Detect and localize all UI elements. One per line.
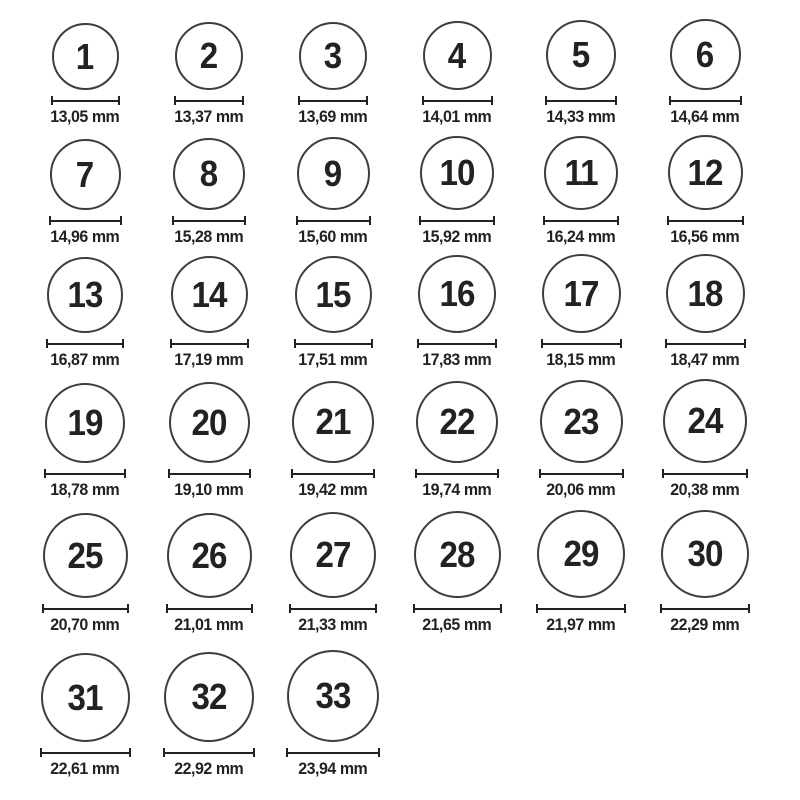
ring-size-circle-13 xyxy=(47,257,123,333)
ring-size-circle-8 xyxy=(173,138,245,210)
diameter-mm-label: 19,42 mm xyxy=(298,480,368,499)
ring-size-cell-32 xyxy=(147,652,271,778)
diameter-dimension-line xyxy=(536,604,626,613)
diameter-dimension-line xyxy=(543,216,619,225)
ring-size-cell-15 xyxy=(271,256,395,369)
ring-size-cell-21 xyxy=(271,381,395,499)
ring-size-circle-24 xyxy=(663,379,747,463)
ring-size-number: 1 xyxy=(76,35,94,77)
diameter-mm-label: 13,05 mm xyxy=(50,107,120,126)
ring-size-circle-18 xyxy=(666,254,745,333)
ring-size-circle-25 xyxy=(43,513,128,598)
ring-size-cell-16 xyxy=(395,255,519,369)
diameter-dimension-line xyxy=(40,748,131,757)
ring-size-cell-19 xyxy=(23,383,147,499)
ring-size-number: 27 xyxy=(315,534,351,575)
diameter-mm-label: 21,01 mm xyxy=(174,615,244,634)
ring-size-cell-1 xyxy=(23,23,147,126)
diameter-dimension-line xyxy=(172,216,246,225)
diameter-mm-label: 16,24 mm xyxy=(546,227,616,246)
ring-size-cell-2 xyxy=(147,22,271,126)
diameter-dimension-line xyxy=(413,604,502,613)
diameter-mm-label: 20,70 mm xyxy=(50,615,120,634)
ring-size-circle-9 xyxy=(297,137,370,210)
diameter-mm-label: 22,61 mm xyxy=(50,759,120,778)
ring-size-number: 25 xyxy=(67,534,103,576)
ring-size-circle-30 xyxy=(661,510,749,598)
diameter-dimension-line xyxy=(294,339,373,348)
diameter-dimension-line xyxy=(541,339,622,348)
diameter-dimension-line xyxy=(669,96,742,105)
diameter-mm-label: 17,83 mm xyxy=(422,350,492,369)
ring-size-number: 24 xyxy=(687,400,723,441)
diameter-mm-label: 16,56 mm xyxy=(670,227,740,246)
ring-size-cell-12 xyxy=(643,135,767,246)
diameter-mm-label: 21,33 mm xyxy=(298,615,368,634)
ring-size-number: 13 xyxy=(67,274,103,315)
ring-size-cell-6 xyxy=(643,19,767,126)
diameter-mm-label: 17,51 mm xyxy=(298,350,368,369)
ring-size-cell-33 xyxy=(271,650,395,778)
ring-size-cell-23 xyxy=(519,380,643,499)
ring-size-circle-26 xyxy=(167,513,252,598)
ring-size-circle-32 xyxy=(164,652,254,742)
diameter-mm-label: 22,92 mm xyxy=(174,759,244,778)
ring-size-circle-27 xyxy=(290,512,376,598)
ring-size-number: 20 xyxy=(191,401,227,443)
ring-size-number: 29 xyxy=(563,533,599,574)
ring-size-number: 18 xyxy=(687,272,723,314)
ring-size-cell-3 xyxy=(271,22,395,126)
diameter-mm-label: 13,69 mm xyxy=(298,107,368,126)
ring-size-cell-11 xyxy=(519,136,643,246)
ring-size-circle-16 xyxy=(418,255,496,333)
ring-size-circle-19 xyxy=(45,383,125,463)
ring-size-cell-25 xyxy=(23,513,147,634)
ring-size-circle-31 xyxy=(41,653,130,742)
ring-size-number: 23 xyxy=(563,400,599,442)
ring-size-circle-21 xyxy=(292,381,374,463)
diameter-dimension-line xyxy=(291,469,375,478)
diameter-mm-label: 19,74 mm xyxy=(422,480,492,499)
diameter-mm-label: 19,10 mm xyxy=(174,480,244,499)
diameter-mm-label: 20,38 mm xyxy=(670,480,740,499)
ring-size-number: 11 xyxy=(564,152,598,193)
diameter-dimension-line xyxy=(667,216,744,225)
ring-size-number: 26 xyxy=(191,534,227,576)
ring-size-cell-24 xyxy=(643,379,767,499)
diameter-dimension-line xyxy=(417,339,497,348)
ring-size-cell-8 xyxy=(147,138,271,246)
ring-size-number: 30 xyxy=(687,533,723,574)
ring-size-circle-7 xyxy=(50,139,121,210)
ring-size-number: 19 xyxy=(67,402,103,443)
ring-size-cell-18 xyxy=(643,254,767,369)
diameter-dimension-line xyxy=(665,339,746,348)
ring-size-number: 9 xyxy=(324,152,342,194)
ring-size-number: 14 xyxy=(191,273,227,315)
ring-size-circle-1 xyxy=(52,23,119,90)
ring-size-cell-5 xyxy=(519,20,643,126)
ring-size-circle-4 xyxy=(423,21,492,90)
ring-size-cell-29 xyxy=(519,510,643,634)
ring-size-circle-33 xyxy=(287,650,379,742)
ring-size-circle-29 xyxy=(537,510,625,598)
ring-size-circle-11 xyxy=(544,136,618,210)
diameter-dimension-line xyxy=(163,748,255,757)
ring-size-cell-7 xyxy=(23,139,147,246)
ring-size-cell-26 xyxy=(147,513,271,634)
ring-size-number: 5 xyxy=(572,34,590,75)
ring-size-circle-3 xyxy=(299,22,367,90)
ring-size-cell-22 xyxy=(395,381,519,499)
diameter-dimension-line xyxy=(166,604,253,613)
diameter-dimension-line xyxy=(174,96,244,105)
diameter-mm-label: 14,64 mm xyxy=(670,107,740,126)
ring-size-number: 3 xyxy=(324,35,342,76)
ring-size-number: 8 xyxy=(200,153,218,194)
ring-size-cell-30 xyxy=(643,510,767,634)
diameter-dimension-line xyxy=(660,604,750,613)
ring-size-circle-5 xyxy=(546,20,616,90)
diameter-mm-label: 14,96 mm xyxy=(50,227,120,246)
ring-size-circle-6 xyxy=(670,19,741,90)
diameter-dimension-line xyxy=(289,604,377,613)
diameter-dimension-line xyxy=(296,216,371,225)
ring-size-cell-4 xyxy=(395,21,519,126)
diameter-dimension-line xyxy=(415,469,499,478)
ring-size-cell-13 xyxy=(23,257,147,369)
ring-size-circle-14 xyxy=(171,256,248,333)
ring-size-circle-23 xyxy=(540,380,623,463)
ring-size-circle-12 xyxy=(668,135,743,210)
diameter-dimension-line xyxy=(539,469,624,478)
ring-size-cell-31 xyxy=(23,653,147,778)
diameter-mm-label: 21,97 mm xyxy=(546,615,616,634)
ring-size-cell-10 xyxy=(395,136,519,246)
ring-size-cell-20 xyxy=(147,382,271,499)
diameter-mm-label: 18,47 mm xyxy=(670,350,740,369)
diameter-mm-label: 22,29 mm xyxy=(670,615,740,634)
ring-size-number: 7 xyxy=(76,153,94,195)
ring-size-number: 16 xyxy=(439,273,475,314)
diameter-mm-label: 18,78 mm xyxy=(50,480,120,499)
diameter-dimension-line xyxy=(298,96,368,105)
diameter-mm-label: 20,06 mm xyxy=(546,480,616,499)
diameter-mm-label: 23,94 mm xyxy=(298,759,368,778)
diameter-dimension-line xyxy=(422,96,493,105)
ring-size-number: 17 xyxy=(563,272,599,314)
ring-size-number: 4 xyxy=(448,34,466,76)
ring-size-number: 32 xyxy=(191,676,227,717)
ring-size-circle-28 xyxy=(414,511,501,598)
diameter-dimension-line xyxy=(170,339,249,348)
ring-size-number: 15 xyxy=(315,273,351,315)
ring-size-circle-22 xyxy=(416,381,498,463)
diameter-mm-label: 13,37 mm xyxy=(174,107,244,126)
diameter-mm-label: 14,33 mm xyxy=(546,107,616,126)
diameter-dimension-line xyxy=(419,216,495,225)
ring-size-number: 31 xyxy=(67,676,103,718)
ring-size-circle-20 xyxy=(169,382,250,463)
ring-size-number: 33 xyxy=(315,675,351,716)
diameter-mm-label: 15,28 mm xyxy=(174,227,244,246)
diameter-dimension-line xyxy=(44,469,126,478)
ring-size-circle-17 xyxy=(542,254,621,333)
diameter-mm-label: 16,87 mm xyxy=(50,350,120,369)
diameter-dimension-line xyxy=(545,96,617,105)
ring-size-circle-15 xyxy=(295,256,372,333)
ring-size-number: 21 xyxy=(315,401,351,442)
diameter-dimension-line xyxy=(286,748,380,757)
diameter-dimension-line xyxy=(42,604,129,613)
ring-size-number: 22 xyxy=(439,401,475,442)
diameter-dimension-line xyxy=(168,469,251,478)
diameter-mm-label: 17,19 mm xyxy=(174,350,244,369)
ring-size-cell-14 xyxy=(147,256,271,369)
diameter-dimension-line xyxy=(49,216,122,225)
diameter-dimension-line xyxy=(662,469,748,478)
diameter-mm-label: 21,65 mm xyxy=(422,615,492,634)
diameter-dimension-line xyxy=(51,96,120,105)
ring-size-number: 28 xyxy=(439,533,475,575)
ring-size-cell-9 xyxy=(271,137,395,246)
diameter-mm-label: 14,01 mm xyxy=(422,107,492,126)
ring-size-number: 2 xyxy=(200,35,218,76)
diameter-dimension-line xyxy=(46,339,124,348)
ring-size-cell-28 xyxy=(395,511,519,634)
diameter-mm-label: 15,92 mm xyxy=(422,227,492,246)
ring-size-number: 10 xyxy=(439,152,475,193)
diameter-mm-label: 18,15 mm xyxy=(546,350,616,369)
diameter-mm-label: 15,60 mm xyxy=(298,227,368,246)
ring-size-circle-10 xyxy=(420,136,494,210)
ring-size-number: 6 xyxy=(696,33,714,75)
ring-size-number: 12 xyxy=(687,151,723,193)
ring-size-cell-17 xyxy=(519,254,643,369)
ring-size-cell-27 xyxy=(271,512,395,634)
ring-size-circle-2 xyxy=(175,22,243,90)
